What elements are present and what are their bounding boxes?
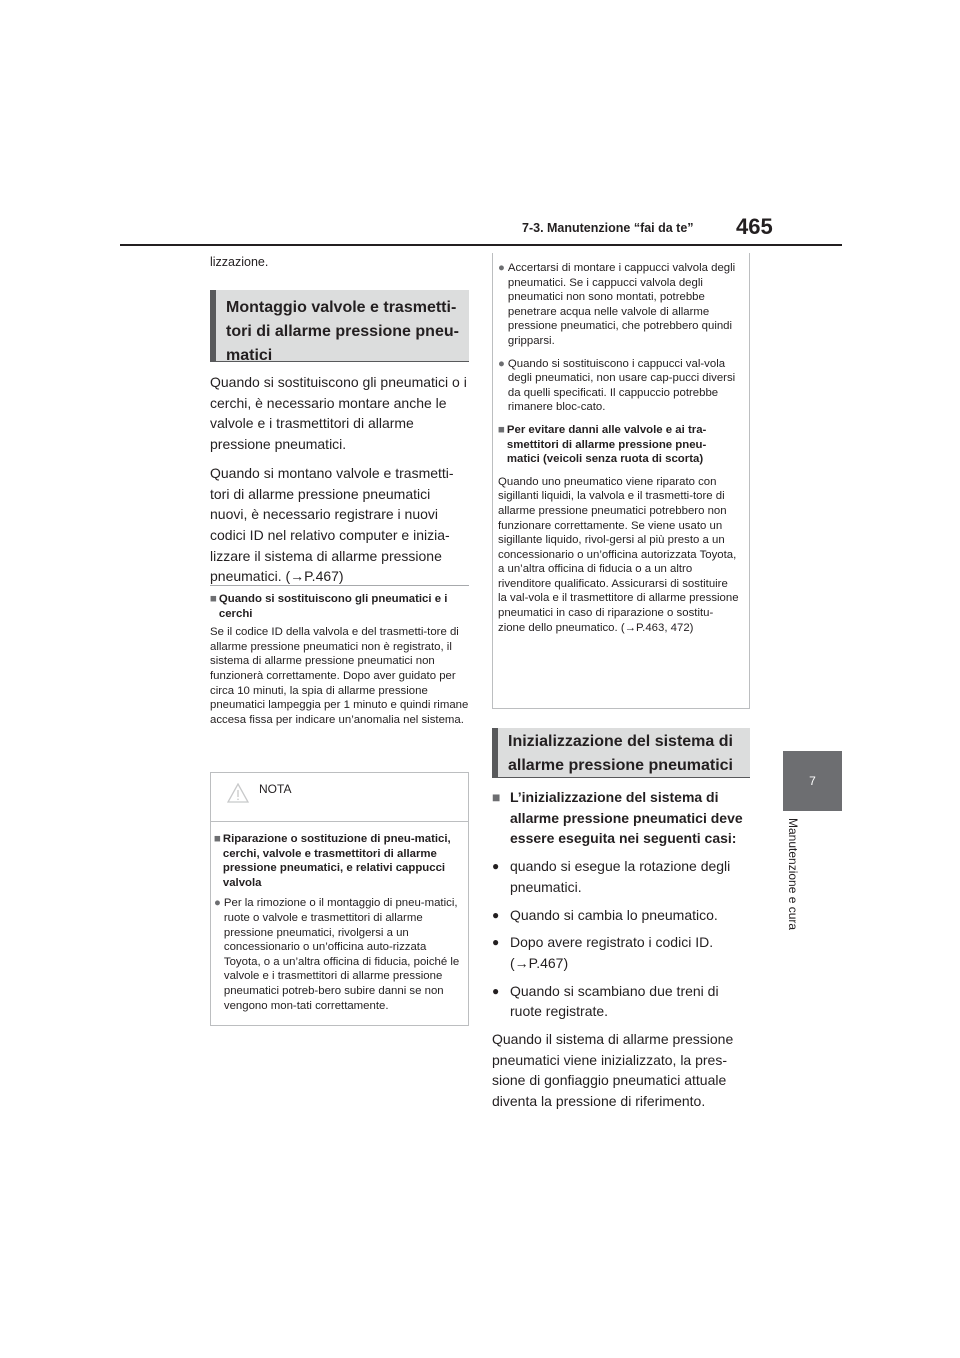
- warn-title: Per evitare danni alle valvole e ai tra-smettitori di allarme pressione pneu-matici (veicoli senza ruota di scorta): [506, 423, 707, 466]
- header-rule: [120, 244, 842, 246]
- square-bullet-icon: ■: [498, 423, 505, 436]
- init-list: [492, 787, 750, 1112]
- paragraph: Quando si montano valvole e trasmetti-tori di allarme pressione pneumatici nuovi, è necessario registrare i nuovi codici ID nel relativo computer e inizia-lizzare il sistema di allarme pressione pneumatici. (→P.467): [210, 464, 454, 585]
- question-row: [492, 787, 750, 849]
- info-body: Se il codice ID della valvola e del trasmetti-tore di allarme pressione pneumatici non è registrato, il sistema di allarme pressione pneumatici non funzionerà correttamente. Dopo aver guidato per circa 10 minuti, la spia di allarme pressione pneumatici lampeggia per 1 minuto e quindi rimane accesa fissa per indicare un’anomalia nel sistema.: [210, 626, 469, 726]
- circle-bullet-icon: ●: [214, 897, 221, 910]
- list-item-text: quando si esegue la rotazione degli pneumatici.: [510, 858, 731, 895]
- square-bullet-icon: ■: [214, 833, 221, 845]
- square-bullet-icon: ■: [492, 789, 501, 805]
- info-block: [210, 592, 469, 727]
- section-heading-valves: Montaggio valvole e trasmetti-tori di allarme pressione pneu-matici: [210, 290, 469, 362]
- circle-bullet-icon: ●: [498, 262, 505, 274]
- circle-bullet-icon: ●: [492, 907, 500, 922]
- circle-bullet-icon: ●: [492, 859, 500, 874]
- warning-triangle-icon: [227, 783, 249, 808]
- nota-title-row: [214, 832, 460, 890]
- list-item-text: Dopo avere registrato i codici ID. (→P.467): [510, 934, 714, 971]
- list-item: [492, 981, 750, 1022]
- list-item-text: Quando si cambia lo pneumatico.: [510, 906, 718, 923]
- circle-bullet-icon: ●: [492, 983, 500, 998]
- page-number: 465: [736, 214, 773, 239]
- nota-label: NOTA: [259, 782, 292, 796]
- list-item-text: Quando si sostituiscono i cappucci val-vola degli pneumatici, non usare cap-pucci diversi da quelli specificati. Il cappuccio potrebbe rimanere bloc-cato.: [507, 357, 736, 414]
- circle-bullet-icon: ●: [492, 935, 500, 950]
- continued-fragment: lizzazione.: [210, 255, 269, 269]
- nota-title: Riparazione o sostituzione di pneu-matici, cerchi, valvole e trasmettitori di allarme pressione pneumatici, e relativi cappucci valvola: [222, 833, 451, 889]
- divider: [210, 585, 469, 586]
- chapter-tab: 7: [783, 751, 842, 811]
- nota-body: [211, 822, 468, 1027]
- list-item: [492, 856, 750, 897]
- chapter-title: Manutenzione e cura: [786, 818, 800, 931]
- info-title-row: [210, 592, 469, 621]
- list-item-text: Quando si scambiano due treni di ruote registrate.: [510, 982, 719, 1020]
- paragraph: Quando si sostituiscono gli pneumatici o i cerchi, è necessario montare anche le valvole e i trasmettitori di allarme pressione pneumatici.: [210, 374, 467, 453]
- warn-body: Quando uno pneumatico viene riparato con sigillanti liquidi, la valvola e il trasmetti-tore di allarme pressione pneumatici potrebbero non funzionare correttamente. Se viene usato un sigillante liquido, rivol-gersi al più presto a un concessionario o un’officina autorizzata Toyota, a un’altra officina di fiducia o a un altro rivenditore qualificato. Assicurarsi di sostituire la val-vola e il trasmettitore di allarme pressione pneumatici in caso di riparazione o sostitu-zione dello pneumatico. (→P.463, 472): [498, 475, 739, 634]
- nota-box: [210, 772, 469, 1026]
- nota-continuation-box: [492, 253, 750, 709]
- nota-item: [214, 896, 460, 1013]
- section-header: 7-3. Manutenzione “fai da te”: [522, 221, 694, 235]
- question-text: L’inizializzazione del sistema di allarme pressione pneumatici deve essere eseguita nei seguenti casi:: [510, 789, 743, 847]
- circle-bullet-icon: ●: [498, 357, 505, 370]
- info-title: Quando si sostituiscono gli pneumatici e i cerchi: [218, 593, 448, 620]
- list-item: [492, 905, 750, 926]
- nota-header: [211, 773, 468, 822]
- body-paragraphs: [210, 372, 469, 595]
- nota-item-text: Per la rimozione o il montaggio di pneu-matici, ruote o valvole e trasmettitori di allarme pressione pneumatici, rivolgersi a un concessionario o un’officina auto-rizzata Toyota, o a un’altra officina di fiducia, poiché le valvole e i trasmettitori di allarme pressione pneumatici potreb-bero subire danni se non vengono mon-tati correttamente.: [223, 897, 460, 1012]
- list-item-text: Accertarsi di montare i cappucci valvola degli pneumatici. Se i cappucci valvola degli pneumatici non sono montati, potrebbe penetrare acqua nelle valvole di allarme pressione pneumatici, che potrebbero quindi gripparsi.: [507, 262, 736, 347]
- warn-title-row: [498, 423, 739, 467]
- closing-paragraph: Quando il sistema di allarme pressione pneumatici viene inizializzato, la pres-sione di gonfiaggio pneumatici attuale diventa la pressione di riferimento.: [492, 1031, 734, 1110]
- square-bullet-icon: ■: [210, 593, 217, 605]
- list-item: [492, 932, 750, 973]
- list-item: [498, 261, 739, 349]
- section-heading-init: Inizializzazione del sistema di allarme pressione pneumatici: [492, 728, 750, 778]
- list-item: [498, 357, 739, 415]
